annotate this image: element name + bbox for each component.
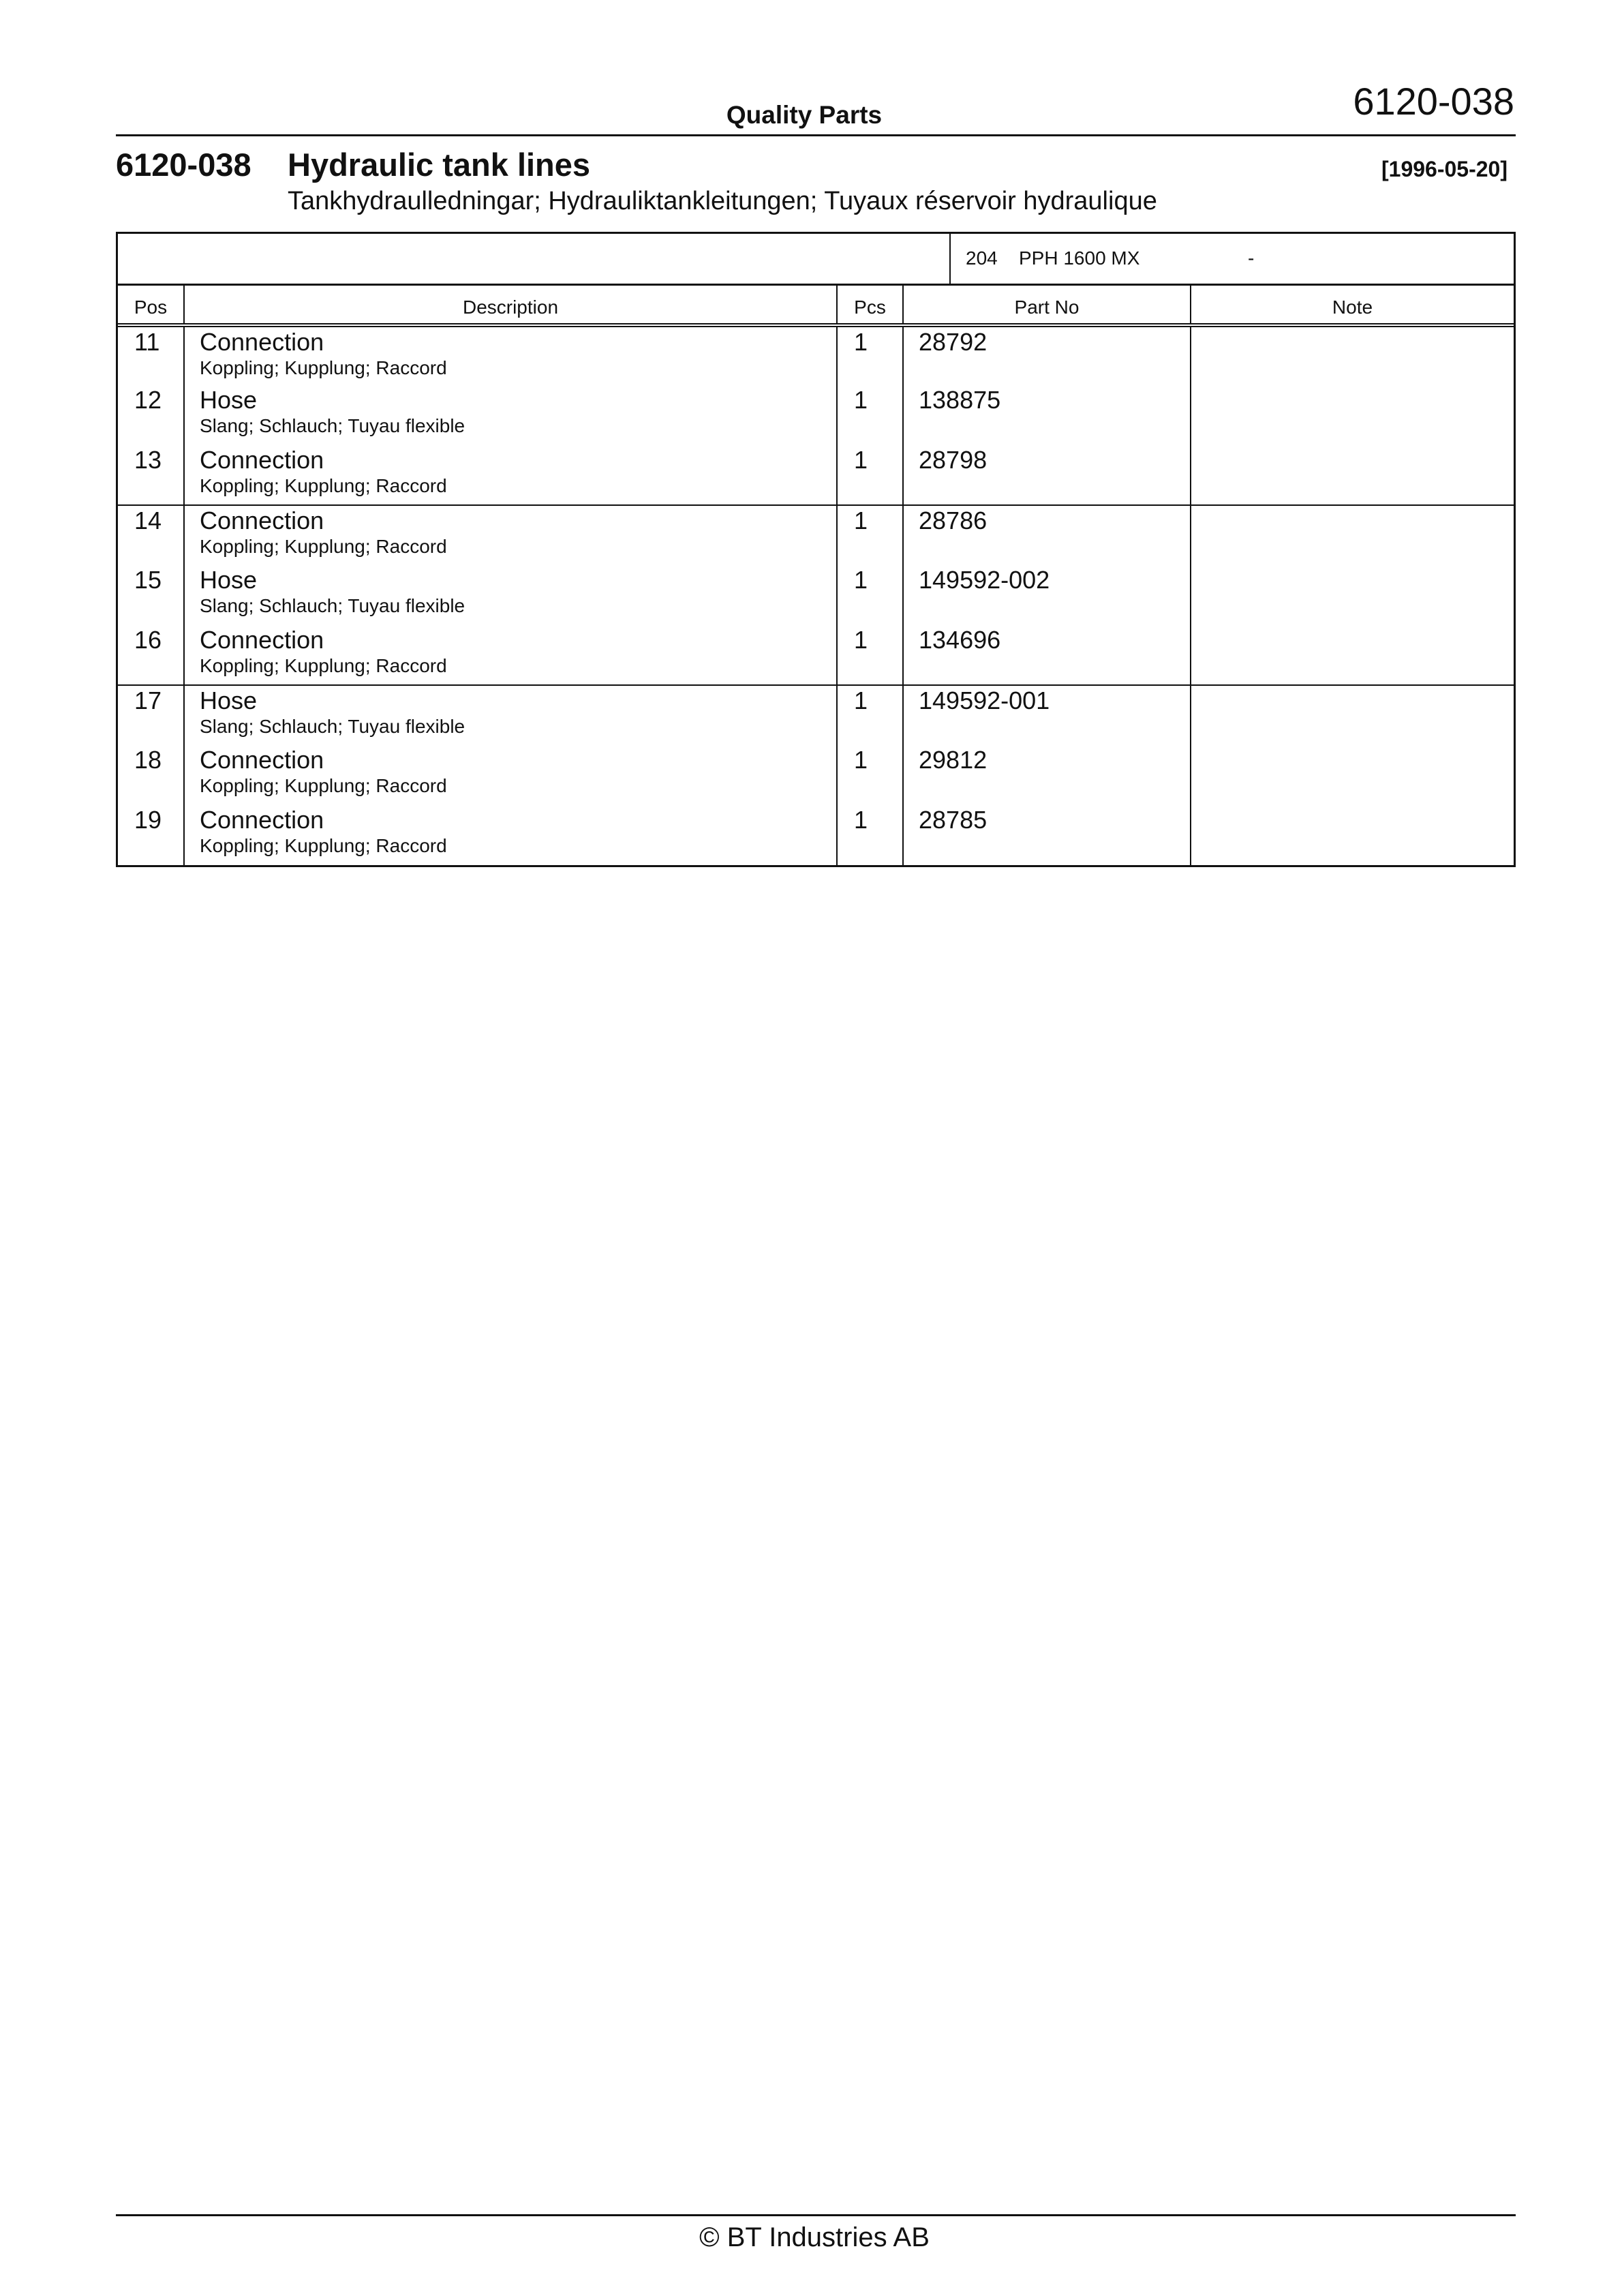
section-code: 6120-038 — [116, 147, 251, 183]
section-title: Hydraulic tank lines — [288, 147, 591, 183]
section-subtitle: Tankhydraulledningar; Hydrauliktankleitungen; Tuyaux réservoir hydraulique — [288, 187, 1157, 215]
cell-pcs: 1 — [837, 685, 903, 745]
table-row — [118, 325, 1514, 385]
description-main: Connection — [200, 806, 324, 834]
model-number: 204 — [966, 247, 998, 269]
cell-part-no: 28792 — [903, 325, 1191, 385]
cell-description — [184, 745, 837, 805]
column-header-note: Note — [1191, 286, 1514, 325]
cell-pos: 14 — [134, 507, 162, 534]
table-row — [118, 745, 1514, 805]
description-translations: Koppling; Kupplung; Raccord — [200, 835, 447, 856]
cell-note — [1191, 385, 1514, 445]
cell-note — [1191, 805, 1514, 865]
description-main: Hose — [200, 386, 258, 414]
cell-pcs: 1 — [837, 625, 903, 685]
description-translations: Koppling; Kupplung; Raccord — [200, 357, 447, 378]
cell-part-no: 134696 — [903, 625, 1191, 685]
cell-description — [184, 685, 837, 745]
description-main: Connection — [200, 746, 324, 774]
cell-description — [184, 445, 837, 505]
description-main: Hose — [200, 566, 258, 594]
cell-pcs: 1 — [837, 325, 903, 385]
cell-part-no: 28798 — [903, 445, 1191, 505]
cell-pcs: 1 — [837, 505, 903, 565]
model-variant: - — [1248, 247, 1255, 269]
cell-part-no: 149592-001 — [903, 685, 1191, 745]
column-header-pos: Pos — [118, 286, 184, 325]
cell-pos: 13 — [118, 445, 184, 505]
column-header-description: Description — [184, 286, 837, 325]
cell-part-no: 28785 — [903, 805, 1191, 865]
description-main: Connection — [200, 507, 324, 534]
cell-description — [184, 325, 837, 385]
cell-part-no: 138875 — [903, 385, 1191, 445]
model-cell — [949, 234, 1514, 284]
table-row — [118, 505, 1514, 565]
cell-pcs: 1 — [837, 445, 903, 505]
table-header-row — [118, 286, 1514, 325]
cell-description — [184, 805, 837, 865]
cell-description — [184, 625, 837, 685]
table-row — [118, 805, 1514, 865]
cell-note — [1191, 685, 1514, 745]
cell-pos: 17 — [134, 686, 162, 714]
cell-description — [184, 565, 837, 625]
cell-part-no: 28786 — [903, 505, 1191, 565]
cell-note — [1191, 325, 1514, 385]
table-row — [118, 565, 1514, 625]
table-row — [118, 445, 1514, 505]
cell-pcs: 1 — [837, 805, 903, 865]
cell-pos: 19 — [134, 806, 162, 834]
table-row — [118, 385, 1514, 445]
cell-note — [1191, 445, 1514, 505]
cell-pos: 15 — [134, 566, 162, 594]
cell-note — [1191, 745, 1514, 805]
description-translations: Slang; Schlauch; Tuyau flexible — [200, 595, 465, 616]
footer-copyright: © BT Industries AB — [699, 2222, 930, 2252]
description-translations: Koppling; Kupplung; Raccord — [200, 775, 447, 796]
column-header-part-no: Part No — [903, 286, 1191, 325]
parts-list-box — [116, 232, 1516, 867]
cell-pos: 16 — [118, 625, 184, 685]
cell-description — [184, 505, 837, 565]
description-main: Hose — [200, 686, 258, 714]
cell-part-no: 149592-002 — [903, 565, 1191, 625]
model-name: PPH 1600 MX — [1019, 247, 1140, 269]
description-translations: Koppling; Kupplung; Raccord — [200, 655, 447, 676]
cell-note — [1191, 625, 1514, 685]
description-main: Connection — [200, 328, 324, 356]
cell-description — [184, 385, 837, 445]
description-main: Connection — [200, 446, 324, 474]
description-translations: Slang; Schlauch; Tuyau flexible — [200, 716, 465, 737]
table-row — [118, 625, 1514, 685]
column-header-pcs: Pcs — [837, 286, 903, 325]
cell-pos: 11 — [134, 328, 160, 356]
cell-pos: 12 — [134, 386, 162, 414]
cell-pcs: 1 — [837, 385, 903, 445]
cell-part-no: 29812 — [903, 745, 1191, 805]
description-main: Connection — [200, 626, 324, 654]
description-translations: Slang; Schlauch; Tuyau flexible — [200, 415, 465, 436]
model-row — [118, 234, 1514, 286]
description-translations: Koppling; Kupplung; Raccord — [200, 475, 447, 496]
cell-note — [1191, 505, 1514, 565]
cell-note — [1191, 565, 1514, 625]
header-divider — [116, 134, 1516, 136]
section-date: [1996-05-20] — [1381, 157, 1508, 181]
description-translations: Koppling; Kupplung; Raccord — [200, 536, 447, 557]
header-page-code: 6120-038 — [1353, 80, 1514, 123]
parts-table — [118, 286, 1514, 865]
cell-pcs: 1 — [837, 565, 903, 625]
cell-pos: 18 — [134, 746, 162, 774]
cell-pcs: 1 — [837, 745, 903, 805]
header-brand: Quality Parts — [726, 101, 883, 129]
footer-divider — [116, 2214, 1516, 2216]
table-row — [118, 685, 1514, 745]
